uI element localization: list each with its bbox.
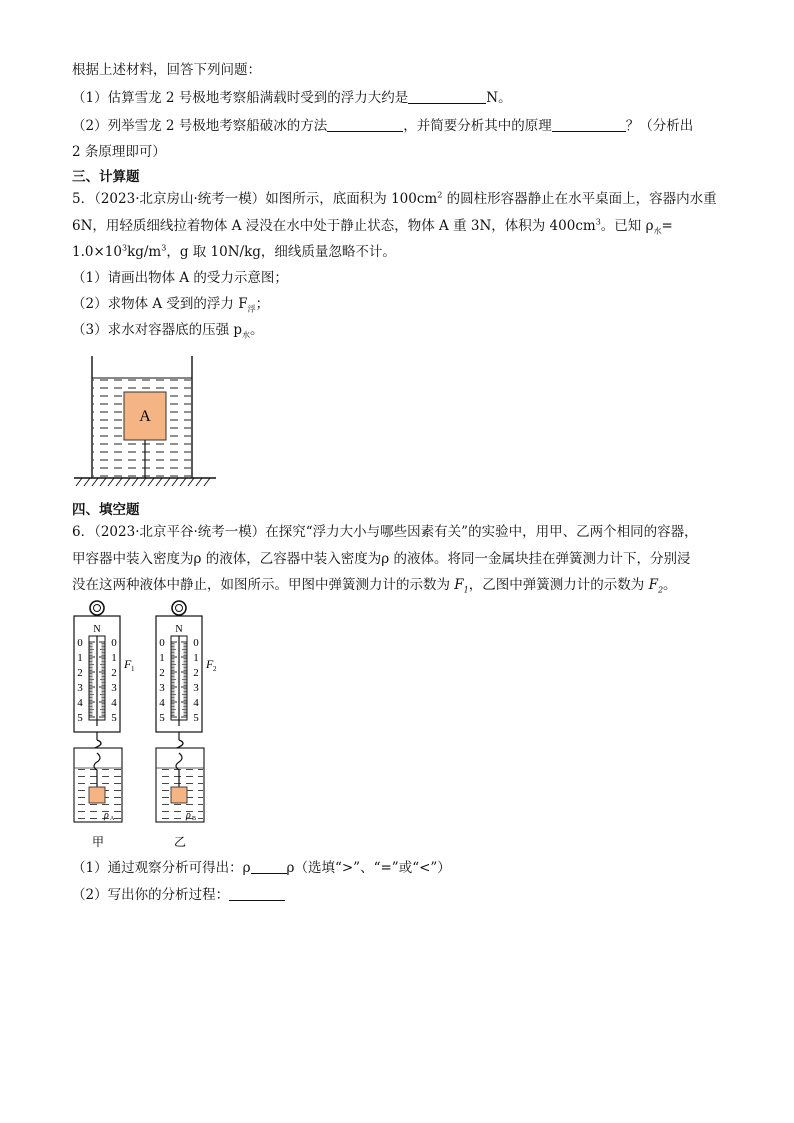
- q6-line2: 甲容器中装入密度为ρ 的液体，乙容器中装入密度为ρ 的液体。将同一金属块挂在弹簧测力计下，分别浸: [72, 551, 691, 567]
- svg-text:4: 4: [193, 697, 199, 709]
- svg-text:5: 5: [159, 712, 165, 724]
- svg-text:5: 5: [77, 712, 83, 724]
- svg-text:ρ: ρ: [186, 810, 191, 821]
- label-yi: 乙: [173, 835, 187, 849]
- svg-text:2: 2: [213, 665, 217, 673]
- spring-scale-figure: [64, 598, 244, 856]
- svg-text:2: 2: [193, 667, 199, 679]
- svg-text:0: 0: [77, 637, 83, 649]
- svg-text:2: 2: [77, 667, 83, 679]
- svg-text:4: 4: [159, 697, 165, 709]
- answer-blank[interactable]: [229, 886, 285, 901]
- answer-blank[interactable]: [408, 89, 486, 104]
- svg-text:F: F: [124, 657, 132, 671]
- svg-text:ρ: ρ: [104, 810, 109, 821]
- q6-line3: 没在这两种液体中静止，如图所示。甲图中弹簧测力计的示数为 $F_1$，乙图中弹簧测力计的示数为 $F_2$。: [72, 577, 677, 595]
- svg-text:2: 2: [159, 667, 165, 679]
- block-a-label: A: [139, 408, 151, 425]
- answer-blank[interactable]: [552, 117, 626, 132]
- svg-text:3: 3: [77, 682, 83, 694]
- svg-text:1: 1: [77, 652, 83, 664]
- section-heading-fill: 四、填空题: [72, 502, 140, 518]
- q5-line2: 6N，用轻质细线拉着物体 A 浸没在水中处于静止状态，物体 A 重 3N，体积为 $400cm^3$。已知 $\rho_水=$: [72, 217, 673, 236]
- scale-jia: [74, 601, 135, 849]
- ground-hatching: [76, 478, 210, 486]
- svg-text:0: 0: [159, 637, 165, 649]
- svg-text:1: 1: [111, 652, 117, 664]
- metal-block: [89, 787, 105, 803]
- metal-block: [171, 787, 187, 803]
- svg-text:1: 1: [159, 652, 165, 664]
- svg-text:4: 4: [77, 697, 83, 709]
- svg-text:1: 1: [193, 652, 199, 664]
- answer-blank[interactable]: [327, 117, 403, 132]
- q6-sub2: （2）写出你的分析过程：: [72, 885, 285, 905]
- q5-line3: $1.0\times 10^3kg/m^3$，g 取 10N/kg，细线质量忽略不计。: [72, 243, 396, 260]
- q5-sub3: （3）求水对容器底的压强 $p_水$。: [72, 322, 264, 340]
- container-figure: [70, 352, 220, 492]
- svg-text:5: 5: [111, 712, 117, 724]
- scale-yi: [156, 601, 217, 849]
- svg-text:A: A: [110, 816, 115, 822]
- svg-text:0: 0: [193, 637, 199, 649]
- intro-line: 根据上述材料，回答下列问题：: [72, 62, 261, 78]
- q5-sub2: （2）求物体 A 受到的浮力 $F_浮$；: [72, 296, 270, 314]
- svg-text:2: 2: [111, 667, 117, 679]
- svg-text:1: 1: [131, 665, 135, 673]
- q4-part2-cont: 2 条原理即可）: [72, 144, 166, 160]
- section-heading-calc: 三、计算题: [72, 169, 140, 185]
- q6-line1: 6．（2023·北京平谷·统考一模）在探究“浮力大小与哪些因素有关”的实验中，用甲、乙两个相同的容器，: [72, 524, 698, 540]
- svg-text:F: F: [206, 657, 214, 671]
- q6-sub1: （1）通过观察分析可得出：ρ ρ（选填“>”、“=”或“<”）: [72, 860, 451, 876]
- svg-text:4: 4: [111, 697, 117, 709]
- svg-text:3: 3: [193, 682, 199, 694]
- q4-part2: （2）列举雪龙 2 号极地考察船破冰的方法 ，并简要分析其中的原理 ？（分析出: [72, 118, 694, 134]
- unit-label: N: [175, 624, 183, 635]
- svg-text:3: 3: [111, 682, 117, 694]
- answer-blank[interactable]: [251, 859, 287, 874]
- unit-label: N: [93, 624, 101, 635]
- q4-part1: （1）估算雪龙 2 号极地考察船满载时受到的浮力大约是 N。: [72, 90, 512, 106]
- q5-sub1: （1）请画出物体 A 的受力示意图；: [72, 270, 288, 286]
- svg-text:B: B: [192, 816, 197, 822]
- svg-text:3: 3: [159, 682, 165, 694]
- svg-text:0: 0: [111, 637, 117, 649]
- svg-text:5: 5: [193, 712, 199, 724]
- q5-line1: 5．（2023·北京房山·统考一模）如图所示，底面积为 $100cm^2$ 的圆柱形容器静止在水平桌面上，容器内水重: [72, 190, 717, 207]
- label-jia: 甲: [91, 835, 105, 849]
